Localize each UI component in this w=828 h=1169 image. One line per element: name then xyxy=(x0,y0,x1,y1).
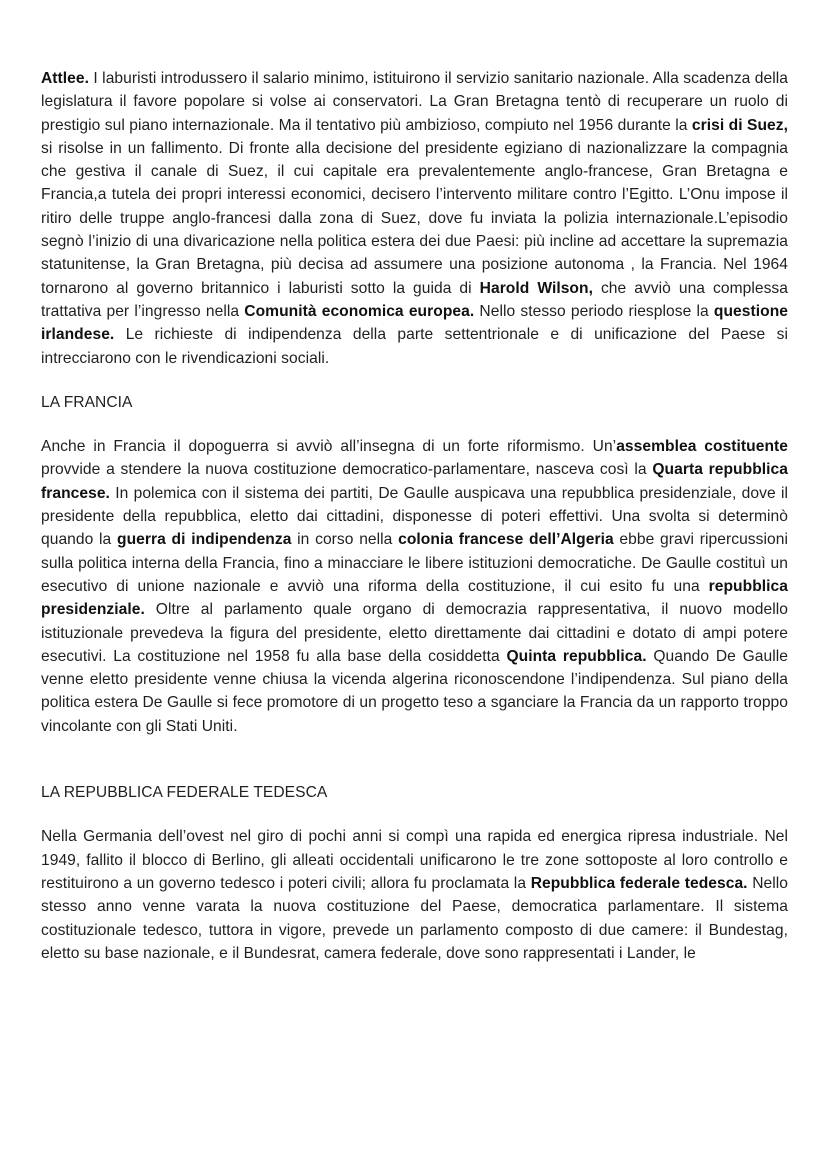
text-run: Nello stesso anno venne varata la nuova costituzione del Paese, democratica parlamentare. Il sistema costituzionale tedesco, tuttora in vigore, prevede un parlamento composto di due camere: il Bundestag, eletto su base nazionale, e il Bundesrat, camera federale, dove sono rappresentati i Lander, le xyxy=(41,874,788,962)
bold-term: Quinta repubblica. xyxy=(506,647,647,665)
text-run: Oltre al parlamento quale organo di democrazia rappresentativa, il nuovo modello istituzionale prevedeva la figura del presidente, eletto direttamente dai cittadini e dotato di ampi potere esecutivi. La costituzione nel 1958 fu alla base della cosiddetta xyxy=(41,601,788,665)
bold-term: Harold Wilson, xyxy=(479,279,593,297)
paragraph-francia xyxy=(41,435,788,738)
paragraph-germania xyxy=(41,825,788,965)
text-run: In polemica con il sistema dei partiti, De Gaulle auspicava una repubblica presidenziale, dove il presidente della repubblica, eletto dai cittadini, disponesse di poteri effettivi. Una svolta si determinò quando la xyxy=(41,484,788,549)
text-run: provvide a stendere la nuova costituzione democratico-parlamentare, nasceva così la xyxy=(41,461,653,479)
section-heading-germania: LA REPUBBLICA FEDERALE TEDESCA xyxy=(41,784,328,802)
text-run: che avviò una complessa trattativa per l’ingresso nella xyxy=(41,279,788,320)
text-run: I laburisti introdussero il salario minimo, istituirono il servizio sanitario nazionale. Alla scadenza della legislatura il favore popolare si volse ai conservatori. La Gran Bretagna tentò di recuperare un ruolo di prestigio sul piano internazionale. Ma il tentativo più ambizioso, compiuto nel 1956 durante la xyxy=(41,70,788,134)
bold-term: assemblea costituente xyxy=(616,438,788,456)
document-page xyxy=(41,67,788,965)
bold-term: questione irlandese. xyxy=(41,302,789,344)
text-run: Nello stesso periodo riesplose la xyxy=(474,302,714,320)
text-run: ebbe gravi ripercussioni sulla politica interna della Francia, fino a minacciare le libere istituzioni democratiche. De Gaulle costituì un esecutivo di unione nazionale e avviò una riforma della costituzione, il cui esito fu una xyxy=(41,531,788,595)
text-run: Anche in Francia il dopoguerra si avviò all’insegna di un forte riformismo. Un’ xyxy=(41,438,617,456)
bold-term: guerra di indipendenza xyxy=(117,531,292,549)
bold-term: Repubblica federale tedesca. xyxy=(530,874,748,892)
bold-term: Attlee. xyxy=(41,70,90,87)
bold-term: repubblica presidenziale. xyxy=(41,577,788,619)
text-run: Nella Germania dell’ovest nel giro di pochi anni si compì una rapida ed energica ripresa industriale. Nel 1949, fallito il blocco di Berlino, gli alleati occidentali unificarono le tre zone sottoposte al loro controllo e restituirono a un governo tedesco i poteri civili; allora fu proclamata la xyxy=(41,828,788,892)
bold-term: Quarta repubblica francese. xyxy=(41,461,788,502)
bold-term: crisi di Suez, xyxy=(691,116,788,134)
paragraph-gran-bretagna xyxy=(41,67,788,370)
bold-term: Comunità economica europea. xyxy=(244,302,475,320)
section-heading-francia: LA FRANCIA xyxy=(41,393,133,411)
bold-term: colonia francese dell’Algeria xyxy=(398,531,614,549)
text-run: Le richieste di indipendenza della parte settentrionale e di unificazione del Paese si intrecciarono con le rivendicazioni sociali. xyxy=(41,326,788,367)
text-run: in corso nella xyxy=(291,531,399,549)
text-run: Quando De Gaulle venne eletto presidente venne chiusa la vicenda algerina riconoscendone l’indipendenza. Sul piano della politica estera De Gaulle si fece promotore di un progetto teso a sganciare la Francia da un rapporto troppo vincolante con gli Stati Uniti. xyxy=(41,647,788,735)
text-run: si risolse in un fallimento. Di fronte alla decisione del presidente egiziano di nazionalizzare la compagnia che gestiva il canale di Suez, il cui capitale era prevalentemente anglo-francese, Gran Bretagna e Francia,a tutela dei propri interessi economici, decisero l’intervento militare contro l’Egitto. L’Onu impose il ritiro delle truppe anglo-francesi dalla zona di Suez, dove fu inviata la polizia internazionale.L’episodio segnò l’inizio di una divaricazione nella politica estera dei due Paesi: più incline ad accettare la supremazia statunitense, la Gran Bretagna, più decisa ad assumere una posizione autonoma , la Francia. Nel 1964 tornarono al governo britannico i laburisti sotto la guida di xyxy=(41,139,788,297)
